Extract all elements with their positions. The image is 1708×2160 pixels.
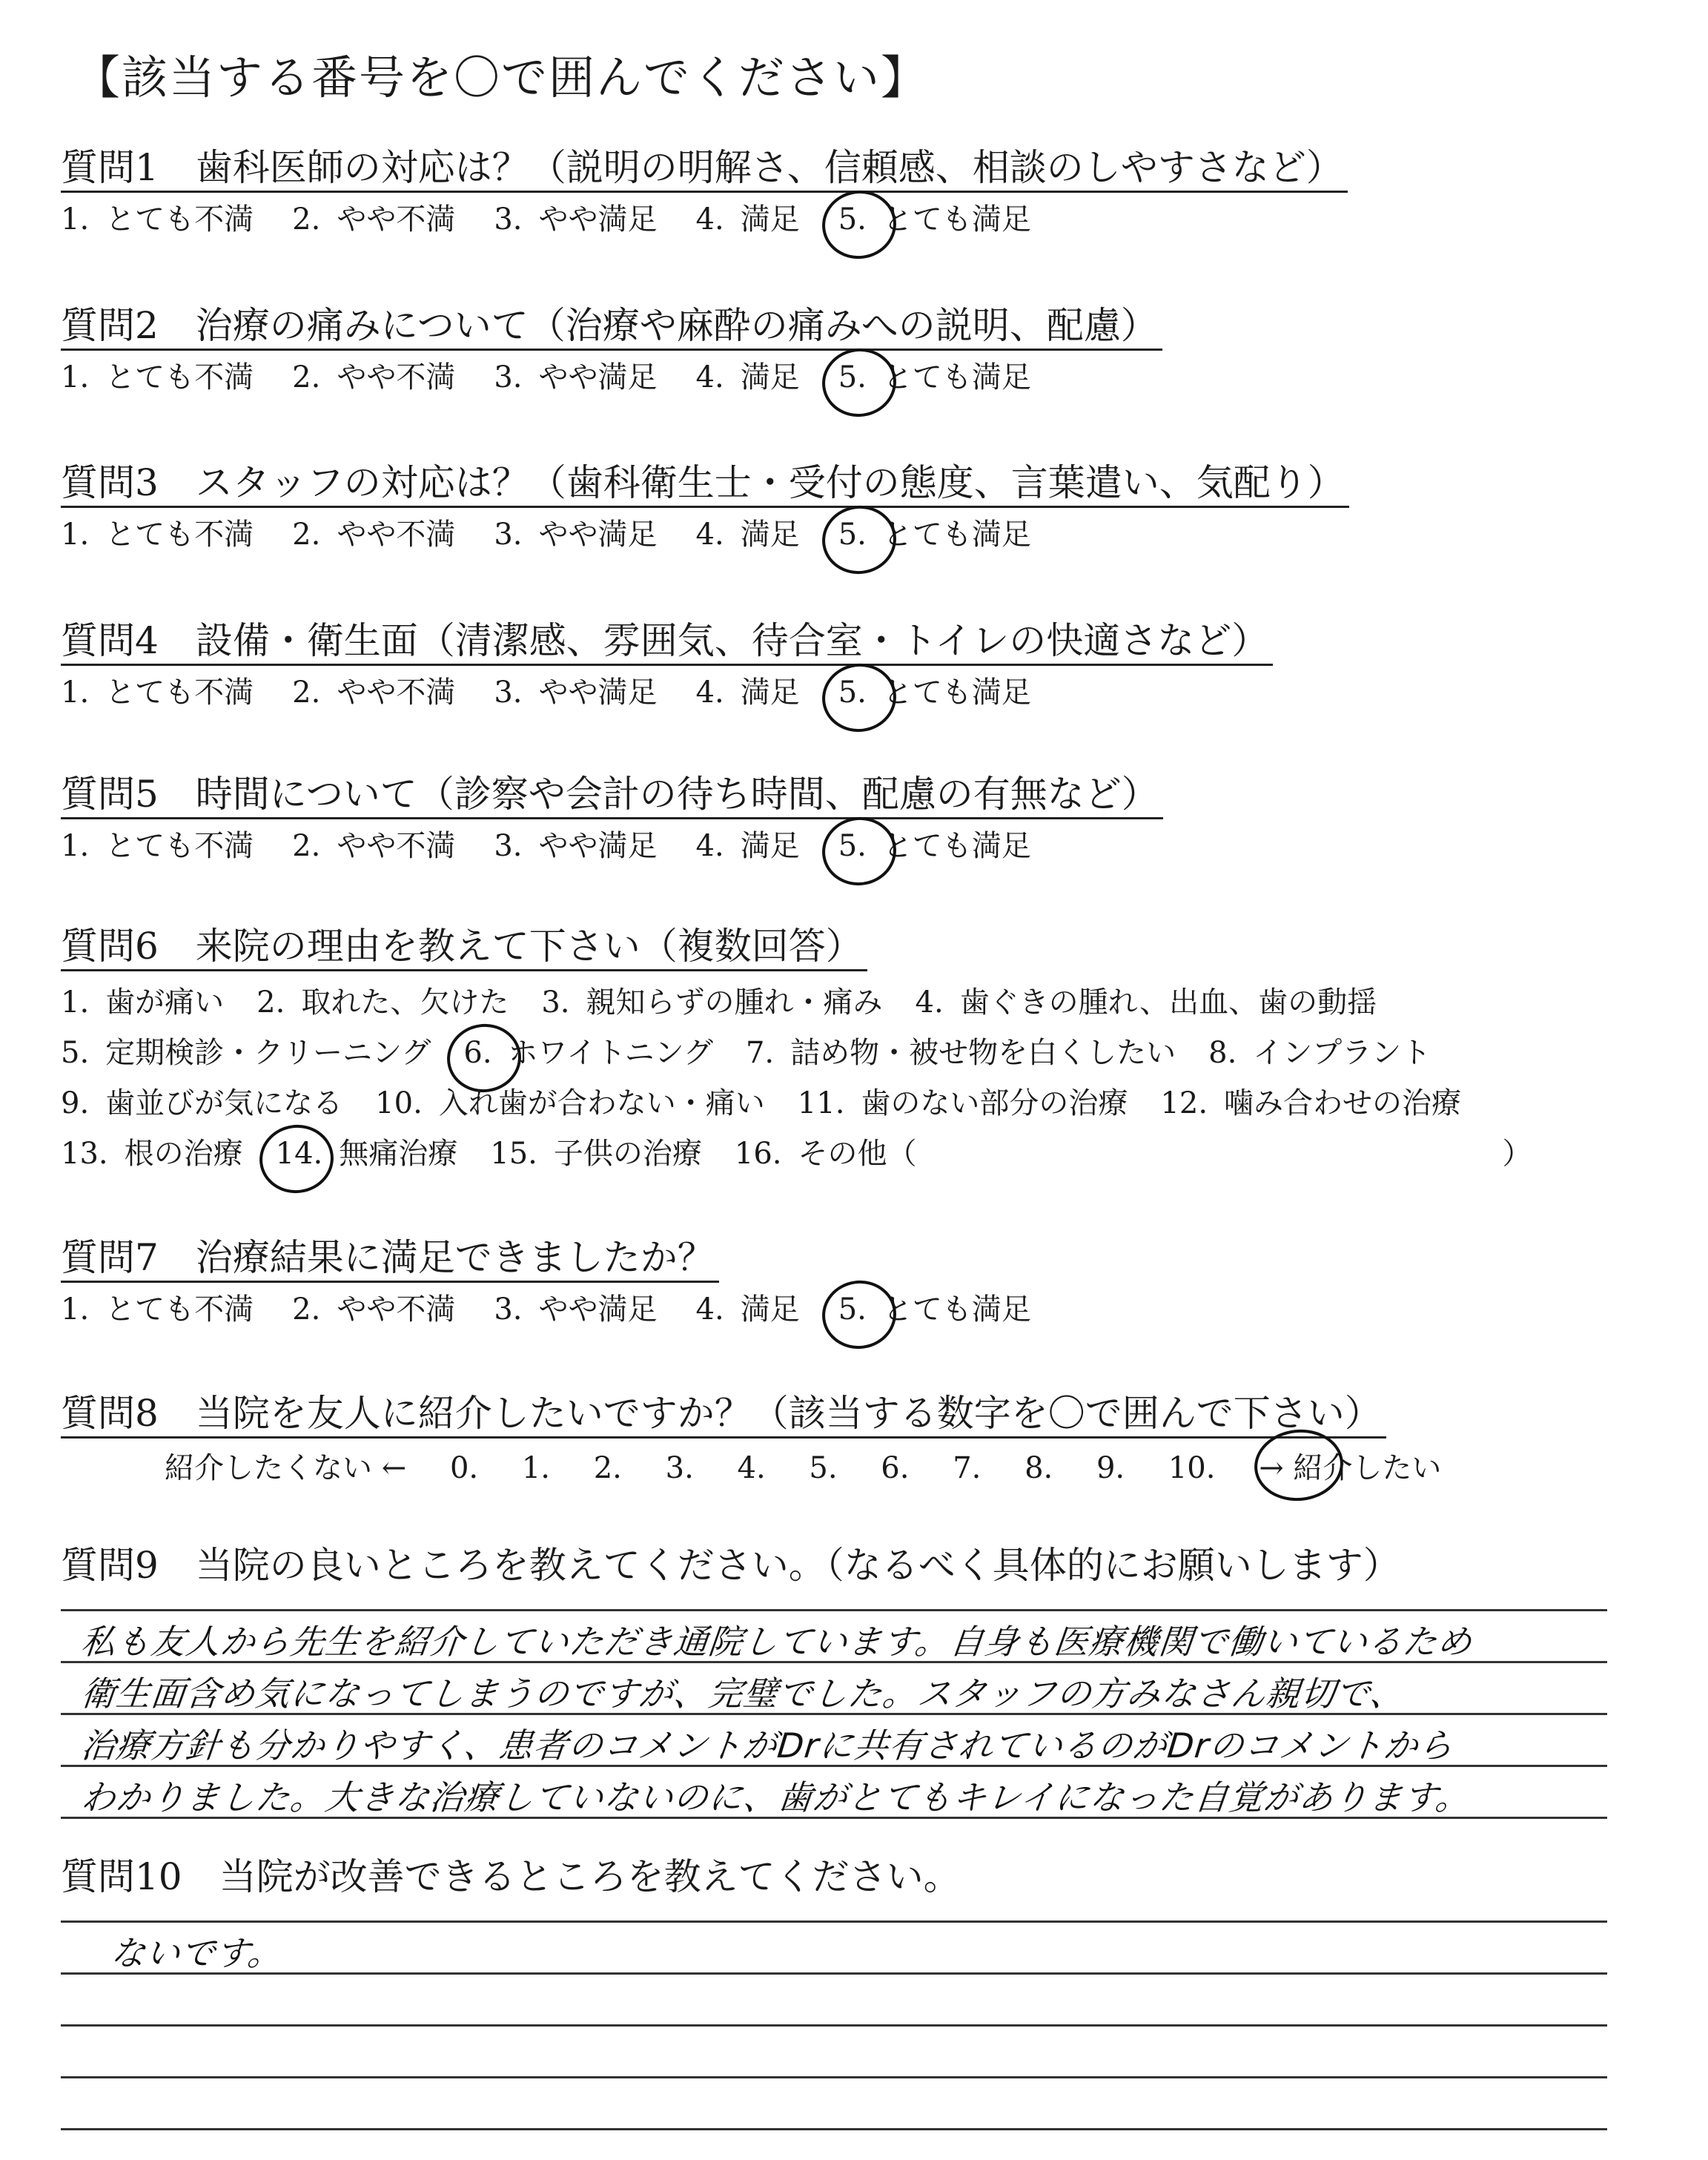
page-header: 【該当する番号を〇で囲んでください】 [74, 50, 929, 105]
question-10 [61, 1854, 965, 1900]
scale-1[interactable]: 1. [521, 1451, 551, 1485]
handwritten-answer-q10: ないです。 [108, 1933, 285, 1973]
recommendation-scale [165, 1444, 1475, 1487]
option-1[interactable]: 1. とても不満 [61, 360, 254, 394]
option-5-selected[interactable]: 5. とても満足 [838, 676, 1031, 710]
option-9[interactable]: 9. 歯並びが気になる [61, 1086, 343, 1120]
handwritten-answer-line-4: わかりました。大きな治療していないのに、歯がとてもキレイになった自覚があります。 [79, 1777, 1473, 1817]
question-4-options [61, 672, 1273, 713]
option-4[interactable]: 4. 満足 [695, 829, 800, 863]
option-2[interactable]: 2. 取れた、欠けた [256, 985, 509, 1020]
option-2[interactable]: 2. やや不満 [292, 518, 456, 552]
option-14-selected[interactable]: 14. 無痛治療 [275, 1137, 458, 1171]
selection-circle: 5. [838, 360, 867, 394]
option-6-selected[interactable]: 6. ホワイトニング [463, 1036, 713, 1070]
question-9 [61, 1542, 1405, 1588]
option-3[interactable]: 3. やや満足 [494, 202, 658, 237]
scale-4[interactable]: 4. [737, 1451, 766, 1485]
option-4[interactable]: 4. 歯ぐきの腫れ、出血、歯の動揺 [915, 985, 1377, 1020]
selection-circle: 5. [838, 518, 867, 552]
answer-line [61, 1920, 1607, 1923]
option-4[interactable]: 4. 満足 [695, 202, 800, 237]
option-12[interactable]: 12. 噛み合わせの治療 [1160, 1086, 1462, 1120]
question-2-options [61, 357, 1162, 398]
option-10[interactable]: 10. 入れ歯が合わない・痛い [375, 1086, 765, 1120]
question-2-title: 質問2 治療の痛みについて（治療や麻酔の痛みへの説明、配慮） [61, 303, 1162, 351]
selection-circle: 5. [838, 1292, 867, 1327]
question-8-title: 質問8 当院を友人に紹介したいですか？（該当する数字を〇で囲んで下さい） [61, 1390, 1386, 1439]
option-7[interactable]: 7. 詰め物・被せ物を白くしたい [745, 1036, 1176, 1070]
option-3[interactable]: 3. やや満足 [494, 360, 658, 394]
option-3[interactable]: 3. やや満足 [494, 829, 658, 863]
option-1[interactable]: 1. とても不満 [61, 676, 254, 710]
option-5-selected[interactable]: 5. とても満足 [838, 202, 1031, 237]
selection-circle: 5. [838, 829, 867, 863]
option-8[interactable]: 8. インプラント [1208, 1036, 1431, 1070]
scale-6[interactable]: 6. [881, 1451, 910, 1485]
scale-left-label: 紹介したくない ← [165, 1451, 407, 1485]
question-6-options [61, 977, 1565, 1179]
option-4[interactable]: 4. 満足 [695, 518, 800, 552]
options-row-3 [61, 1078, 1565, 1129]
handwritten-answer-line-2: 衛生面含め気になってしまうのですが、完璧でした。スタッフの方みなさん親切で、 [79, 1674, 1407, 1714]
option-2[interactable]: 2. やや不満 [292, 360, 456, 394]
options-row-2 [61, 1028, 1565, 1078]
question-3-options [61, 514, 1349, 555]
answer-line [61, 1609, 1607, 1611]
option-3[interactable]: 3. やや満足 [494, 518, 658, 552]
option-1[interactable]: 1. とても不満 [61, 829, 254, 863]
options-row-4 [61, 1129, 1565, 1179]
option-1[interactable]: 1. とても不満 [61, 1292, 254, 1327]
option-2[interactable]: 2. やや不満 [292, 1292, 456, 1327]
selection-circle: 5. [838, 676, 867, 710]
option-3[interactable]: 3. やや満足 [494, 1292, 658, 1327]
question-1 [61, 145, 1348, 240]
question-10-title: 質問10 当院が改善できるところを教えてください。 [61, 1855, 961, 1898]
question-1-options [61, 199, 1348, 240]
option-4[interactable]: 4. 満足 [695, 1292, 800, 1327]
question-4-title: 質問4 設備・衛生面（清潔感、雰囲気、待合室・トイレの快適さなど） [61, 618, 1273, 666]
selection-circle: 6. [463, 1036, 492, 1070]
option-2[interactable]: 2. やや不満 [292, 202, 456, 237]
scale-right-label-selected[interactable]: → 紹介したい [1259, 1444, 1441, 1487]
option-5-selected[interactable]: 5. とても満足 [838, 1292, 1031, 1327]
question-8 [61, 1390, 1386, 1439]
question-4 [61, 618, 1273, 713]
question-6 [61, 923, 1565, 1179]
question-5-options [61, 825, 1163, 867]
answer-line [61, 2024, 1607, 2027]
scale-5[interactable]: 5. [809, 1451, 838, 1485]
selection-circle: 5. [838, 202, 867, 237]
question-7-title: 質問7 治療結果に満足できましたか？ [61, 1235, 719, 1283]
scale-3[interactable]: 3. [665, 1451, 694, 1485]
handwritten-answer-line-1: 私も友人から先生を紹介していただき通院しています。自身も医療機関で働いているため [79, 1622, 1474, 1662]
option-16[interactable]: 16. その他（ ） [734, 1137, 1532, 1171]
answer-line [61, 2076, 1607, 2078]
option-2[interactable]: 2. やや不満 [292, 829, 456, 863]
question-9-title: 質問9 当院の良いところを教えてください。（なるべく具体的にお願いします） [61, 1544, 1400, 1587]
question-1-title: 質問1 歯科医師の対応は？（説明の明解さ、信頼感、相談のしやすさなど） [61, 145, 1348, 193]
option-3[interactable]: 3. 親知らずの腫れ・痛み [541, 985, 883, 1020]
question-7-options [61, 1289, 1070, 1330]
question-3-title: 質問3 スタッフの対応は？（歯科衛生士・受付の態度、言葉遣い、気配り） [61, 460, 1349, 508]
question-7 [61, 1235, 1070, 1330]
scale-2[interactable]: 2. [593, 1451, 622, 1485]
question-2 [61, 303, 1162, 398]
selection-circle: 14. [275, 1137, 323, 1171]
option-4[interactable]: 4. 満足 [695, 676, 800, 710]
option-13[interactable]: 13. 根の治療 [61, 1137, 243, 1171]
answer-line [61, 2128, 1607, 2130]
option-1[interactable]: 1. 歯が痛い [61, 985, 225, 1020]
handwritten-answer-line-3: 治療方針も分かりやすく、患者のコメントがDrに共有されているのがDrのコメントから [79, 1725, 1456, 1766]
question-3 [61, 460, 1349, 555]
option-1[interactable]: 1. とても不満 [61, 518, 254, 552]
option-5-selected[interactable]: 5. とても満足 [838, 518, 1031, 552]
option-11[interactable]: 11. 歯のない部分の治療 [797, 1086, 1128, 1120]
question-6-title: 質問6 来院の理由を教えて下さい（複数回答） [61, 923, 867, 971]
answer-line [61, 1972, 1607, 1975]
option-5-selected[interactable]: 5. とても満足 [838, 829, 1031, 863]
scale-8[interactable]: 8. [1025, 1451, 1053, 1485]
scale-9[interactable]: 9. [1096, 1451, 1125, 1485]
option-2[interactable]: 2. やや不満 [292, 676, 456, 710]
options-row-1 [61, 977, 1565, 1028]
option-1[interactable]: 1. とても不満 [61, 202, 254, 237]
option-3[interactable]: 3. やや満足 [494, 676, 658, 710]
option-15[interactable]: 15. 子供の治療 [490, 1137, 702, 1171]
option-5[interactable]: 5. 定期検診・クリーニング [61, 1036, 431, 1070]
option-4[interactable]: 4. 満足 [695, 360, 800, 394]
question-5-title: 質問5 時間について（診察や会計の待ち時間、配慮の有無など） [61, 771, 1163, 819]
scale-10[interactable]: 10. [1168, 1451, 1216, 1485]
question-5 [61, 771, 1163, 867]
scale-0[interactable]: 0. [449, 1451, 479, 1485]
scale-7[interactable]: 7. [953, 1451, 982, 1485]
option-5-selected[interactable]: 5. とても満足 [838, 360, 1031, 394]
